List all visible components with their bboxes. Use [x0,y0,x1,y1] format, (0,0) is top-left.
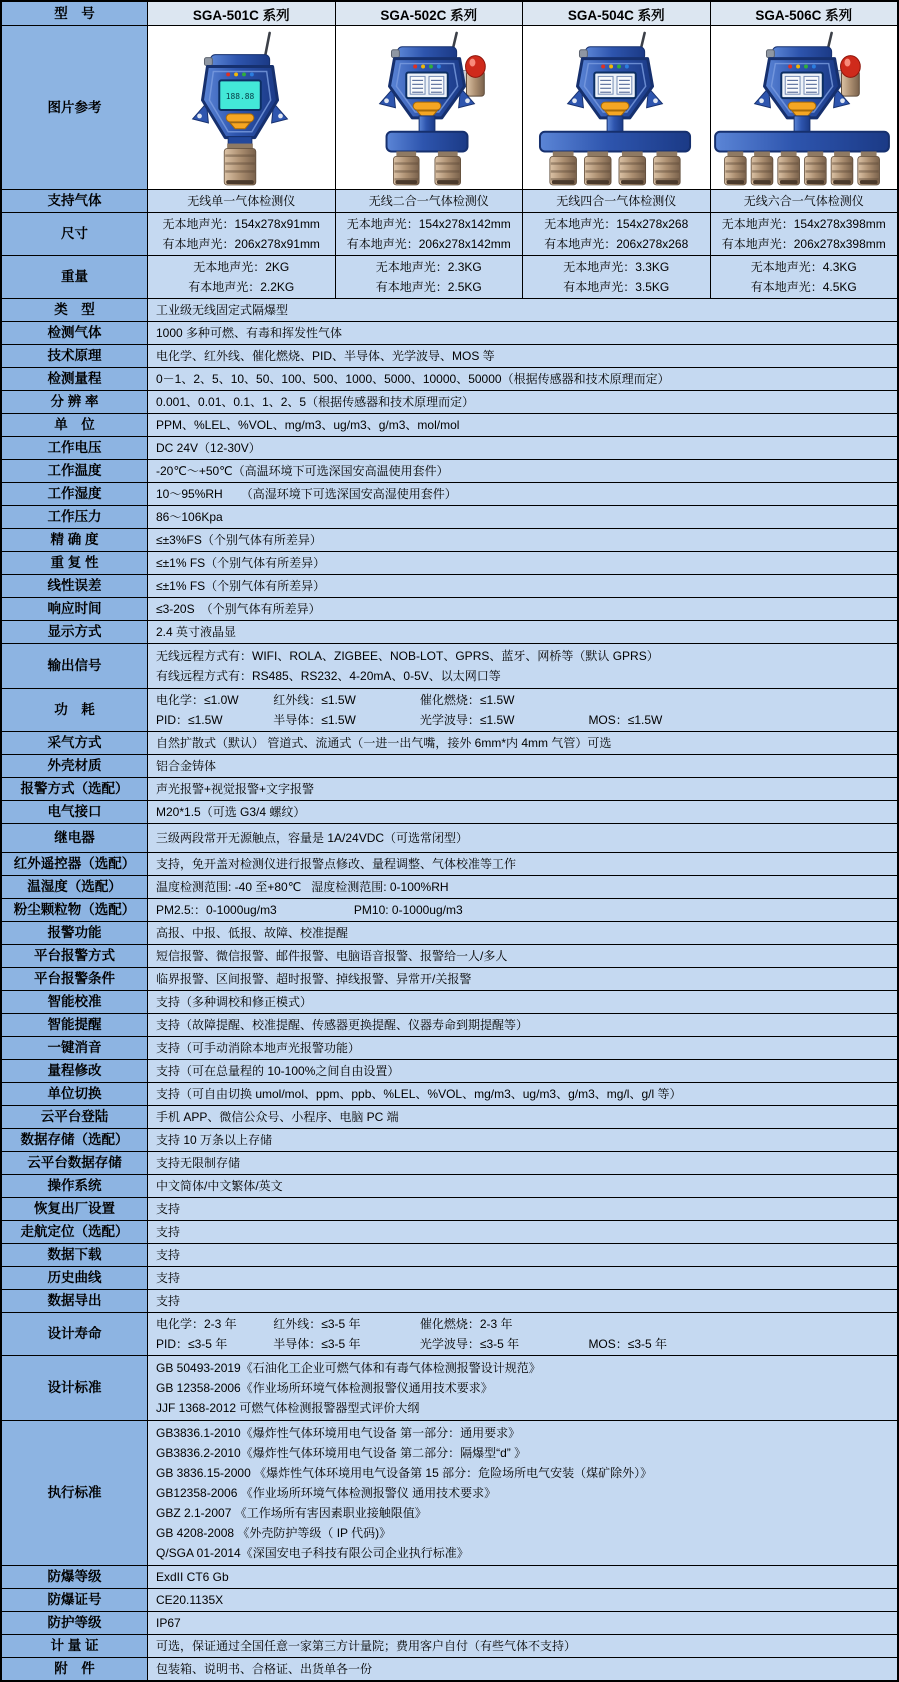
spec-row [2,1565,897,1588]
row-label: 采气方式 [2,732,148,754]
spec-line: JJF 1368-2012 可燃气体检测报警器型式评价大纲 [156,1401,420,1415]
row-label: 平台报警方式 [2,945,148,967]
spec-value-cell [148,621,897,643]
spec-line: 有本地声光：206x278x268 [544,237,689,251]
spec-value-cell [148,1060,897,1082]
spec-value-cell [148,414,897,436]
spec-value-cell [148,1129,897,1151]
spec-line: 支持 10 万条以上存储 [156,1133,273,1147]
spec-line: CE20.1135X [156,1593,224,1607]
row-label: 图片参考 [2,26,148,189]
spec-value-cell [148,1175,897,1197]
spec-line: 支持（故障提醒、校准提醒、传感器更换提醒、仪器寿命到期提醒等） [156,1018,529,1032]
spec-line: 支持无限制存储 [156,1156,241,1170]
spec-line: 支持 [156,1225,181,1239]
row-label: 技术原理 [2,345,148,367]
spec-row [2,1289,897,1312]
row-label: 走航定位（选配） [2,1221,148,1243]
spec-row [2,1082,897,1105]
spec-value-cell [148,1658,897,1680]
spec-row [2,1220,897,1243]
spec-value-cell [148,506,897,528]
spec-row [2,1312,897,1355]
spec-line: GB12358-2006 《作业场所环境气体检测报警仪 通用技术要求》 [156,1486,497,1500]
spec-row [2,436,897,459]
spec-value-cell [148,1198,897,1220]
spec-value-cell [148,1244,897,1266]
spec-row [2,1151,897,1174]
row-label: 分 辨 率 [2,391,148,413]
spec-line [156,1334,889,1354]
spec-value-cell [148,778,897,800]
spec-line: -20℃～+50℃（高温环境下可选深国安高温使用套件） [156,464,449,478]
spec-line: 有本地声光：206x278x142mm [346,237,511,251]
spec-line: 1000 多种可燃、有毒和挥发性气体 [156,326,343,340]
row-label: 外壳材质 [2,755,148,777]
spec-line: 无本地声光：154x278x91mm [162,217,320,231]
spec-value-cell [148,460,897,482]
spec-row [2,1197,897,1220]
spec-line: GB3836.2-2010《爆炸性气体环境用电气设备 第二部分：隔爆型“d” 》 [156,1446,527,1460]
spec-line: ≤±1% FS（个别气体有所差异） [156,579,326,593]
spec-row [2,1128,897,1151]
model-column-header: SGA-502C 系列 [335,2,523,25]
spec-segment: 电化学：2-3 年 [156,1317,237,1331]
spec-value-cell [148,801,897,823]
spec-value-cell [148,529,897,551]
spec-row [2,1634,897,1657]
row-label: 设计寿命 [2,1313,148,1355]
row-label: 响应时间 [2,598,148,620]
spec-line: 有本地声光：3.5KG [563,280,670,294]
spec-segment: MOS：≤3-5 年 [588,1337,668,1351]
row-label: 云平台登陆 [2,1106,148,1128]
row-label: 检测量程 [2,368,148,390]
spec-value-cell [148,1566,897,1588]
gas-detector-image [149,29,334,187]
row-label: 智能校准 [2,991,148,1013]
spec-line [156,710,889,730]
spec-line: 手机 APP、微信公众号、小程序、电脑 PC 端 [156,1110,399,1124]
spec-value-cell [148,853,897,875]
spec-row [2,990,897,1013]
spec-segment: 红外线：≤3-5 年 [273,1317,361,1331]
spec-row [2,298,897,321]
spec-segment: PM10: 0-1000ug/m3 [353,903,463,917]
row-label: 防爆等级 [2,1566,148,1588]
spec-line: 三级两段常开无源触点，容量是 1A/24VDC（可选常闭型） [156,831,469,845]
row-label: 防爆证号 [2,1589,148,1611]
row-label: 重 复 性 [2,552,148,574]
spec-line: 支持，免开盖对检测仪进行报警点修改、量程调整、气体校准等工作 [156,857,517,871]
spec-row [2,1355,897,1420]
spec-line: 支持 [156,1248,181,1262]
spec-line: 支持 [156,1294,181,1308]
spec-value-cell [148,1083,897,1105]
spec-value-cell [148,483,897,505]
spec-row [2,505,897,528]
spec-value-cell [148,922,897,944]
spec-row [2,1013,897,1036]
spec-row [2,1243,897,1266]
spec-line: 铝合金铸体 [156,759,217,773]
spec-segment: MOS：≤1.5W [588,713,663,727]
spec-line: 无线远程方式有：WIFI、ROLA、ZIGBEE、NOB-LOT、GPRS、蓝牙、网桥等（默认 GPRS） [156,649,659,663]
spec-line: IP67 [156,1616,181,1630]
spec-row [2,482,897,505]
svg-text:188.88: 188.88 [225,91,255,101]
row-label: 单位切换 [2,1083,148,1105]
spec-value-cell [148,575,897,597]
spec-row [2,967,897,990]
row-label: 平台报警条件 [2,968,148,990]
gas-detector-image [711,29,896,187]
spec-row [2,754,897,777]
spec-value-cell [148,945,897,967]
row-label: 工作压力 [2,506,148,528]
spec-value-cell [148,1635,897,1657]
spec-line: 声光报警+视觉报警+文字报警 [156,782,315,796]
row-label: 检测气体 [2,322,148,344]
row-label: 显示方式 [2,621,148,643]
spec-line: 支持 [156,1202,181,1216]
spec-line: GB 50493-2019《石油化工企业可燃气体和有毒气体检测报警设计规范》 [156,1361,541,1375]
spec-segment: PID：≤3-5 年 [156,1337,228,1351]
row-label: 防护等级 [2,1612,148,1634]
spec-line: GB 4208-2008 《外壳防护等级（ IP 代码)》 [156,1526,392,1540]
spec-row [2,800,897,823]
spec-line: 有本地声光：2.2KG [188,280,295,294]
spec-line: 电化学、红外线、催化燃烧、PID、半导体、光学波导、MOS 等 [156,349,495,363]
spec-segment: 红外线：≤1.5W [273,693,356,707]
row-label: 一键消音 [2,1037,148,1059]
spec-value-cell [148,368,897,390]
spec-line: 临界报警、区间报警、超时报警、掉线报警、异常开/关报警 [156,972,472,986]
spec-value-cell [148,190,335,212]
spec-line: 0－1、2、5、10、50、100、500、1000、5000、10000、50000（根据传感器和技术原理而定） [156,372,670,386]
spec-value-cell [148,1267,897,1289]
row-label: 数据存储（选配） [2,1129,148,1151]
spec-row [2,944,897,967]
row-label: 继电器 [2,824,148,852]
spec-line: 支持（可手动消除本地声光报警功能） [156,1041,361,1055]
spec-row [2,777,897,800]
spec-line: 无本地声光：2.3KG [375,260,482,274]
spec-line: 无线六合一气体检测仪 [743,194,864,208]
spec-value-cell [148,1421,897,1565]
spec-segment: PID：≤1.5W [156,713,223,727]
spec-segment: 光学波导：≤3-5 年 [419,1337,520,1351]
spec-row [2,1657,897,1680]
spec-value-cell [335,213,523,255]
row-label: 设计标准 [2,1356,148,1420]
spec-row [2,898,897,921]
spec-row [2,875,897,898]
spec-value-cell [148,1313,897,1355]
spec-line [156,877,889,897]
spec-segment: 湿度检测范围: 0-100%RH [311,880,449,894]
spec-value-cell [710,213,898,255]
spec-row [2,459,897,482]
spec-value-cell [148,1037,897,1059]
spec-value-cell [148,213,335,255]
spec-line: 自然扩散式（默认） 管道式、流通式（一进一出气嘴，接外 6mm*内 4mm 气管）可选 [156,736,612,750]
row-label: 数据导出 [2,1290,148,1312]
row-label: 线性误差 [2,575,148,597]
spec-value-cell [148,755,897,777]
row-label: 报警方式（选配） [2,778,148,800]
spec-line: 无线二合一气体检测仪 [368,194,489,208]
spec-segment: 温度检测范围: -40 至+80℃ [156,880,302,894]
spec-line: 工业级无线固定式隔爆型 [156,303,289,317]
spec-value-cell [522,213,710,255]
spec-value-cell [148,899,897,921]
row-label: 功 耗 [2,689,148,731]
spec-row [2,731,897,754]
spec-value-cell [148,824,897,852]
row-label: 单 位 [2,414,148,436]
spec-line: 无本地声光：2KG [193,260,290,274]
spec-value-cell [148,732,897,754]
spec-line: GB3836.1-2010《爆炸性气体环境用电气设备 第一部分：通用要求》 [156,1426,521,1440]
spec-line: 支持（可自由切换 umol/mol、ppm、ppb、%LEL、%VOL、mg/m3、ug/m3、g/m3、mg/l、g/l 等） [156,1087,682,1101]
row-label-model: 型 号 [2,2,148,25]
spec-line: 高报、中报、低报、故障、校准提醒 [156,926,349,940]
spec-value-cell [148,598,897,620]
spec-line: PPM、%LEL、%VOL、mg/m3、ug/m3、g/m3、mol/mol [156,418,460,432]
spec-row [2,212,897,255]
row-label: 工作湿度 [2,483,148,505]
spec-line: M20*1.5（可选 G3/4 螺纹） [156,805,306,819]
row-label: 数据下载 [2,1244,148,1266]
spec-line: 支持（可在总量程的 10-100%之间自由设置） [156,1064,400,1078]
row-label: 量程修改 [2,1060,148,1082]
spec-line: ≤±3%FS（个别气体有所差异） [156,533,322,547]
spec-value-cell [148,1106,897,1128]
spec-line: 中文简体/中文繁体/英文 [156,1179,283,1193]
spec-line: DC 24V（12-30V） [156,441,261,455]
spec-row [2,413,897,436]
spec-line: 无本地声光：154x278x142mm [346,217,511,231]
spec-value-cell [148,991,897,1013]
row-label: 附 件 [2,1658,148,1680]
spec-segment: 催化燃烧：2-3 年 [419,1317,513,1331]
spec-segment: PM2.5:：0-1000ug/m3 [156,903,277,917]
row-label: 工作温度 [2,460,148,482]
row-label: 计 量 证 [2,1635,148,1657]
row-label: 智能提醒 [2,1014,148,1036]
spec-line: 包装箱、说明书、合格证、出货单各一份 [156,1662,373,1676]
gas-detector-image [336,29,521,187]
spec-value-cell [710,256,898,298]
spec-value-cell [148,1014,897,1036]
row-label: 支持气体 [2,190,148,212]
spec-line: 支持（多种调校和修正模式） [156,995,313,1009]
model-column-header: SGA-506C 系列 [710,2,898,25]
spec-line: GB 12358-2006《作业场所环境气体检测报警仪通用技术要求》 [156,1381,493,1395]
spec-value-cell [148,968,897,990]
row-label: 尺寸 [2,213,148,255]
spec-line: 无本地声光：4.3KG [750,260,857,274]
spec-value-cell [148,299,897,321]
spec-value-cell [522,190,710,212]
spec-line [156,690,889,710]
spec-line: ≤±1% FS（个别气体有所差异） [156,556,326,570]
row-label: 恢复出厂设置 [2,1198,148,1220]
spec-row [2,1036,897,1059]
spec-line [156,1314,889,1334]
model-header-row [2,2,897,25]
spec-value-cell [148,552,897,574]
spec-line: 无线四合一气体检测仪 [556,194,677,208]
spec-value-cell [335,256,523,298]
spec-value-cell [148,1589,897,1611]
spec-row [2,1420,897,1565]
row-label: 红外遥控器（选配） [2,853,148,875]
spec-row [2,574,897,597]
spec-row [2,921,897,944]
spec-line: ExdII CT6 Gb [156,1570,229,1584]
spec-row [2,344,897,367]
row-label: 类 型 [2,299,148,321]
spec-row [2,620,897,643]
spec-row [2,643,897,688]
spec-row [2,1266,897,1289]
spec-line: GBZ 2.1-2007 《工作场所有害因素职业接触限值》 [156,1506,427,1520]
spec-value-cell [148,1221,897,1243]
spec-line: 有线远程方式有：RS485、RS232、4-20mA、0-5V、以太网口等 [156,669,501,683]
spec-value-cell [148,391,897,413]
model-column-header: SGA-501C 系列 [148,2,335,25]
spec-row [2,852,897,875]
spec-line: 无本地声光：154x278x268 [544,217,689,231]
spec-line: 可选，保证通过全国任意一家第三方计量院；费用客户自付（有些气体不支持） [156,1639,577,1653]
spec-value-cell [148,689,897,731]
spec-value-cell [148,644,897,688]
product-image-cell [710,26,898,189]
spec-segment: 半导体：≤1.5W [273,713,356,727]
spec-line: GB 3836.15-2000 《爆炸性气体环境用电气设备第 15 部分：危险场所电气安装（煤矿除外）》 [156,1466,653,1480]
spec-row [2,1611,897,1634]
spec-row [2,390,897,413]
spec-line: Q/SGA 01-2014《深国安电子科技有限公司企业执行标准》 [156,1546,469,1560]
spec-line: ≤3-20S （个别气体有所差异） [156,602,321,616]
row-label: 粉尘颗粒物（选配） [2,899,148,921]
spec-segment: 光学波导：≤1.5W [419,713,515,727]
spec-line: 有本地声光：2.5KG [375,280,482,294]
spec-value-cell [148,1152,897,1174]
product-images-row [2,25,897,189]
spec-line: 0.001、0.01、0.1、1、2、5（根据传感器和技术原理而定） [156,395,475,409]
spec-segment: 催化燃烧：≤1.5W [419,693,515,707]
spec-value-cell [710,190,898,212]
spec-value-cell [148,1612,897,1634]
spec-row [2,1059,897,1082]
row-label: 执行标准 [2,1421,148,1565]
row-label: 输出信号 [2,644,148,688]
spec-segment: 电化学：≤1.0W [156,693,239,707]
spec-line: 有本地声光：206x278x91mm [162,237,320,251]
spec-line: 短信报警、微信报警、邮件报警、电脑语音报警、报警给一人/多人 [156,949,508,963]
row-label: 温湿度（选配） [2,876,148,898]
spec-row [2,255,897,298]
spec-row [2,597,897,620]
spec-row [2,1588,897,1611]
spec-line: 2.4 英寸液晶显 [156,625,237,639]
spec-line: 无本地声光：154x278x398mm [721,217,886,231]
spec-line: 有本地声光：4.5KG [750,280,857,294]
row-label: 操作系统 [2,1175,148,1197]
spec-row [2,367,897,390]
spec-row [2,688,897,731]
spec-segment: 半导体：≤3-5 年 [273,1337,361,1351]
row-label: 报警功能 [2,922,148,944]
spec-line: 86～106Kpa [156,510,223,524]
spec-row [2,189,897,212]
row-label: 历史曲线 [2,1267,148,1289]
spec-line: 有本地声光：206x278x398mm [721,237,886,251]
spec-line: 无本地声光：3.3KG [563,260,670,274]
gas-detector-image [524,29,709,187]
row-label: 重量 [2,256,148,298]
spec-line: 无线单一气体检测仪 [187,194,296,208]
spec-value-cell [522,256,710,298]
row-label: 电气接口 [2,801,148,823]
spec-value-cell [148,876,897,898]
spec-value-cell [148,1290,897,1312]
spec-line [156,900,889,920]
spec-value-cell [148,1356,897,1420]
spec-value-cell [148,256,335,298]
model-column-header: SGA-504C 系列 [522,2,710,25]
row-label: 工作电压 [2,437,148,459]
spec-line: 10～95%RH （高湿环境下可选深国安高湿使用套件） [156,487,457,501]
spec-row [2,551,897,574]
spec-row [2,823,897,852]
spec-row [2,321,897,344]
product-image-cell [335,26,523,189]
spec-value-cell [148,345,897,367]
spec-value-cell [335,190,523,212]
spec-value-cell [148,437,897,459]
row-label: 云平台数据存储 [2,1152,148,1174]
row-label: 精 确 度 [2,529,148,551]
spec-line: 支持 [156,1271,181,1285]
product-image-cell [148,26,335,189]
spec-row [2,1174,897,1197]
spec-value-cell [148,322,897,344]
product-image-cell [522,26,710,189]
spec-row [2,528,897,551]
spec-row [2,1105,897,1128]
